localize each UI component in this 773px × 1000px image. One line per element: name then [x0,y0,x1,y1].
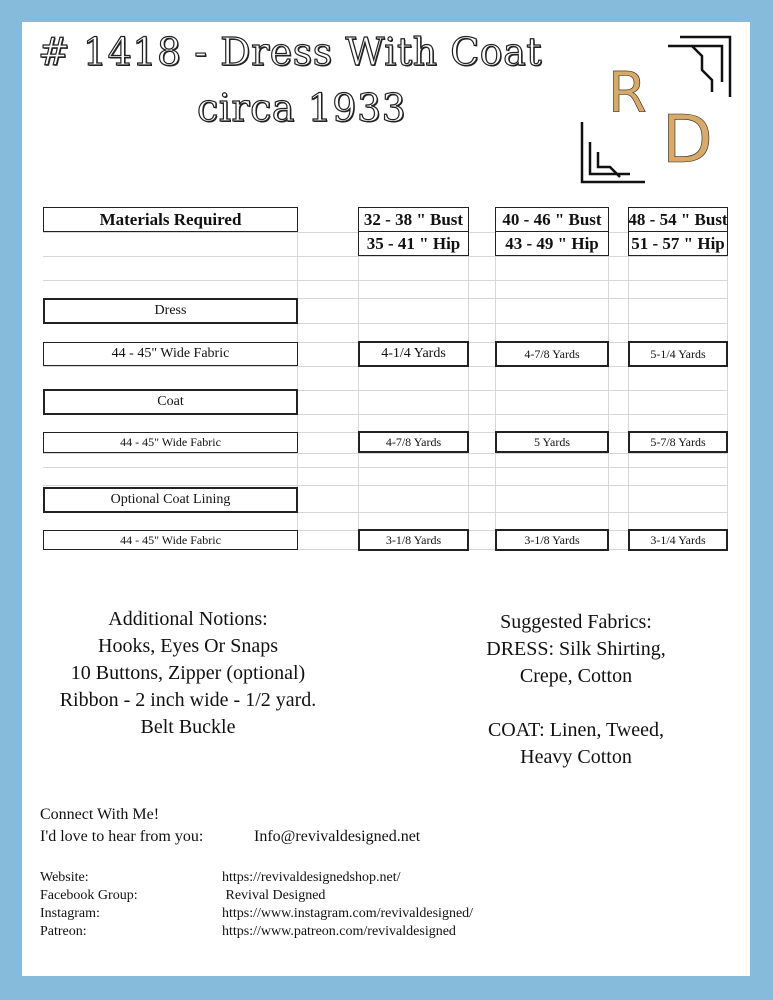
size-2-bust: 40 - 46 " Bust [495,207,609,232]
fabric-item: DRESS: Silk Shirting, [486,638,666,660]
section-optional-coat-lining: Optional Coat Lining [43,487,298,513]
suggested-fabrics [440,609,712,771]
dress-yards-size-2: 4-7/8 Yards [495,341,609,367]
notions-heading: Additional Notions: [108,608,268,630]
notion-item: Belt Buckle [140,716,236,738]
size-3-bust: 48 - 54 " Bust [628,207,728,232]
lining-yards-size-3: 3-1/4 Yards [628,529,728,551]
lining-fabric: 44 - 45" Wide Fabric [43,530,298,550]
dress-yards-size-1: 4-1/4 Yards [358,341,469,367]
materials-required-header: Materials Required [43,207,298,232]
facebook-link[interactable]: Revival Designed [222,888,326,903]
coat-yards-size-2: 5 Yards [495,431,609,453]
fabric-item: COAT: Linen, Tweed, [487,719,665,741]
facebook-label: Facebook Group: [40,888,138,903]
patreon-link[interactable]: https://www.patreon.com/revivaldesigned [222,924,456,939]
contact-prompt: I'd love to hear from you: [40,828,204,845]
art-deco-corner-icon [668,37,730,97]
website-link[interactable]: https://revivaldesignedshop.net/ [222,870,401,885]
page-title: # 1418 - Dress With Coat [38,30,543,74]
coat-yards-size-1: 4-7/8 Yards [358,431,469,453]
fabric-item: Heavy Cotton [520,746,632,768]
fabrics-heading: Suggested Fabrics: [500,611,652,633]
notion-item: Hooks, Eyes Or Snaps [98,635,278,657]
section-coat: Coat [43,389,298,415]
dress-fabric: 44 - 45" Wide Fabric [43,342,298,366]
coat-yards-size-3: 5-7/8 Yards [628,431,728,453]
logo-letter-d: D [662,101,713,178]
lining-yards-size-2: 3-1/8 Yards [495,529,609,551]
lining-yards-size-1: 3-1/8 Yards [358,529,469,551]
rd-logo [580,32,735,192]
additional-notions [30,606,346,741]
page-subtitle: circa 1933 [197,86,407,130]
notion-item: Ribbon - 2 inch wide - 1/2 yard. [59,689,317,711]
fabric-item: Crepe, Cotton [519,665,633,687]
logo-letter-r: R [608,61,647,126]
notion-item: 10 Buttons, Zipper (optional) [70,662,306,684]
dress-yards-size-3: 5-1/4 Yards [628,341,728,367]
size-1-bust: 32 - 38 " Bust [358,207,469,232]
art-deco-corner-icon [582,122,645,182]
size-1-hip: 35 - 41 " Hip [358,231,469,256]
contact-email[interactable]: Info@revivaldesigned.net [254,828,421,845]
size-3-hip: 51 - 57 " Hip [628,231,728,256]
instagram-link[interactable]: https://www.instagram.com/revivaldesigned/ [222,906,474,921]
instagram-label: Instagram: [40,906,100,921]
patreon-label: Patreon: [40,924,87,939]
website-label: Website: [40,870,89,885]
connect-heading: Connect With Me! [40,806,160,823]
coat-fabric: 44 - 45" Wide Fabric [43,432,298,453]
size-2-hip: 43 - 49 " Hip [495,231,609,256]
section-dress: Dress [43,298,298,324]
